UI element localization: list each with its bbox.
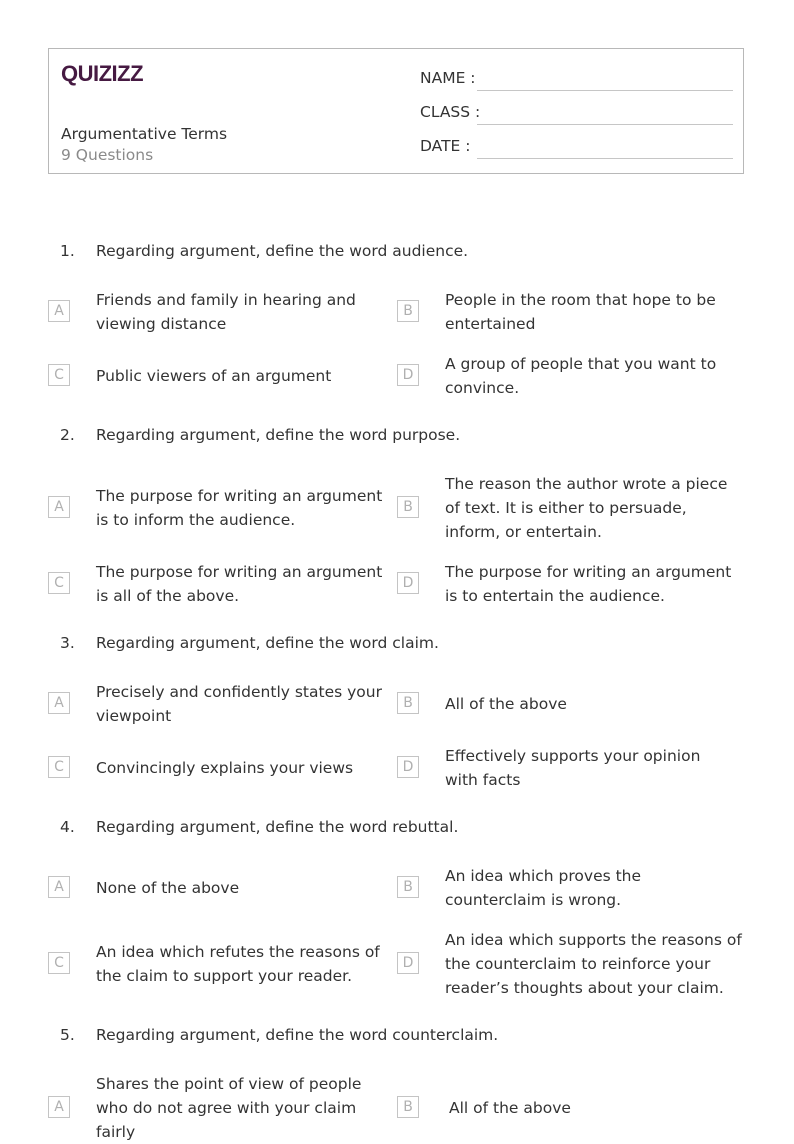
question-text: Regarding argument, define the word claim. — [96, 634, 439, 652]
option-a-text: Friends and family in hearing and viewing distance — [96, 291, 356, 333]
name-line[interactable] — [477, 90, 733, 91]
question-number: 2. — [60, 426, 75, 444]
option-a-text: The purpose for writing an argument is to inform the audience. — [96, 487, 383, 529]
option-c-text: The purpose for writing an argument is all of the above. — [96, 563, 383, 605]
question-number: 1. — [60, 242, 75, 260]
option-d-box[interactable]: D — [397, 756, 419, 778]
class-field[interactable] — [420, 103, 733, 127]
question-text: Regarding argument, define the word rebuttal. — [96, 818, 459, 836]
option-a-box[interactable]: A — [48, 496, 70, 518]
option-d-box[interactable]: D — [397, 572, 419, 594]
option-c-box[interactable]: C — [48, 572, 70, 594]
option-c-text: An idea which refutes the reasons of the claim to support your reader. — [96, 943, 380, 985]
question-text: Regarding argument, define the word purpose. — [96, 426, 461, 444]
option-d-text: A group of people that you want to convince. — [445, 355, 717, 397]
quizizz-logo — [61, 61, 153, 91]
option-b-text: All of the above — [445, 695, 567, 713]
date-field[interactable] — [420, 137, 733, 161]
date-line[interactable] — [477, 158, 733, 159]
worksheet-header — [48, 48, 744, 174]
option-b-text: The reason the author wrote a piece of text. It is either to persuade, inform, or entertain. — [445, 475, 728, 541]
question-text: Regarding argument, define the word counterclaim. — [96, 1026, 499, 1044]
logo-text: QUIZIZZ — [61, 61, 144, 86]
option-b-box[interactable]: B — [397, 300, 419, 322]
option-c-box[interactable]: C — [48, 756, 70, 778]
option-b-box[interactable]: B — [397, 876, 419, 898]
option-b-box[interactable]: B — [397, 496, 419, 518]
option-a-text: Precisely and confidently states your viewpoint — [96, 683, 382, 725]
question-text: Regarding argument, define the word audience. — [96, 242, 469, 260]
option-a-box[interactable]: A — [48, 300, 70, 322]
class-line[interactable] — [477, 124, 733, 125]
option-c-text: Public viewers of an argument — [96, 367, 332, 385]
name-field[interactable] — [420, 69, 733, 93]
option-b-text: All of the above — [449, 1099, 571, 1117]
option-a-box[interactable]: A — [48, 876, 70, 898]
question-number: 5. — [60, 1026, 75, 1044]
option-c-text: Convincingly explains your views — [96, 759, 354, 777]
name-label: NAME : — [420, 69, 476, 87]
option-b-text: An idea which proves the counterclaim is wrong. — [445, 867, 642, 909]
option-b-box[interactable]: B — [397, 692, 419, 714]
question-number: 3. — [60, 634, 75, 652]
option-c-box[interactable]: C — [48, 364, 70, 386]
option-d-text: The purpose for writing an argument is to entertain the audience. — [445, 563, 732, 605]
option-c-box[interactable]: C — [48, 952, 70, 974]
class-label: CLASS : — [420, 103, 481, 121]
worksheet-title: Argumentative Terms — [61, 125, 228, 143]
option-a-text: Shares the point of view of people who do not agree with your claim fairly — [96, 1075, 362, 1141]
question-number: 4. — [60, 818, 75, 836]
option-a-box[interactable]: A — [48, 1096, 70, 1118]
quizizz-logo-mark — [61, 61, 153, 87]
option-b-box[interactable]: B — [397, 1096, 419, 1118]
option-a-box[interactable]: A — [48, 692, 70, 714]
option-d-box[interactable]: D — [397, 952, 419, 974]
option-d-text: Effectively supports your opinion with facts — [445, 747, 701, 789]
date-label: DATE : — [420, 137, 471, 155]
question-count: 9 Questions — [61, 146, 154, 164]
option-d-box[interactable]: D — [397, 364, 419, 386]
option-b-text: People in the room that hope to be entertained — [445, 291, 716, 333]
option-d-text: An idea which supports the reasons of the counterclaim to reinforce your reader’s thoughts about your claim. — [445, 931, 742, 997]
option-a-text: None of the above — [96, 879, 240, 897]
